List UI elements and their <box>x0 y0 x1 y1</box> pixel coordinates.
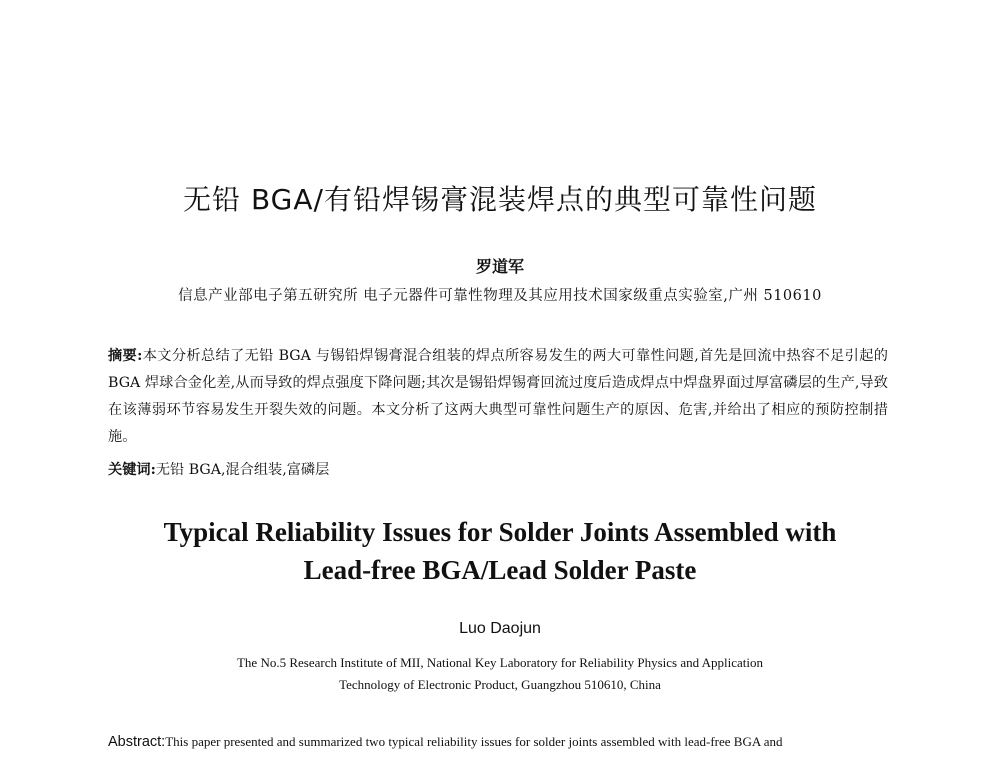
chinese-keywords-text: 无铅 BGA,混合组装,富磷层 <box>155 462 330 478</box>
english-abstract-label: Abstract: <box>108 734 166 750</box>
chinese-title: 无铅 BGA/有铅焊锡膏混装焊点的典型可靠性问题 <box>183 183 817 216</box>
english-title <box>0 513 1000 589</box>
chinese-abstract-label: 摘要: <box>108 348 143 364</box>
chinese-keywords-label: 关键词: <box>108 462 156 478</box>
english-affiliation-line-2: Technology of Electronic Product, Guangzhou 510610, China <box>339 677 661 692</box>
english-affiliation <box>0 652 1000 696</box>
english-title-line-1: Typical Reliability Issues for Solder Joints Assembled with <box>163 517 837 547</box>
chinese-affiliation: 信息产业部电子第五研究所 电子元器件可靠性物理及其应用技术国家级重点实验室,广州 510610 <box>178 288 822 304</box>
chinese-abstract <box>108 343 888 451</box>
english-affiliation-line-1: The No.5 Research Institute of MII, National Key Laboratory for Reliability Physics and Application <box>236 655 763 670</box>
english-abstract-text: This paper presented and summarized two typical reliability issues for solder joints assembled with lead-free BGA and <box>165 734 783 749</box>
english-abstract <box>108 730 888 754</box>
chinese-abstract-text: 本文分析总结了无铅 BGA 与锡铅焊锡膏混合组装的焊点所容易发生的两大可靠性问题,首先是回流中热容不足引起的 BGA 焊球合金化差,从而导致的焊点强度下降问题;其次是锡铅焊锡膏回流过度后造成焊点中焊盘界面过厚富磷层的生产,导致在该薄弱环节容易发生开裂失效的问题。本文分析了这两大典型可靠性问题生产的原因、危害,并给出了相应的预防控制措施。 <box>108 348 888 445</box>
english-title-line-2: Lead-free BGA/Lead Solder Paste <box>303 555 697 585</box>
chinese-keywords <box>108 459 888 479</box>
english-author: Luo Daojun <box>459 620 541 637</box>
chinese-author: 罗道军 <box>475 257 524 276</box>
